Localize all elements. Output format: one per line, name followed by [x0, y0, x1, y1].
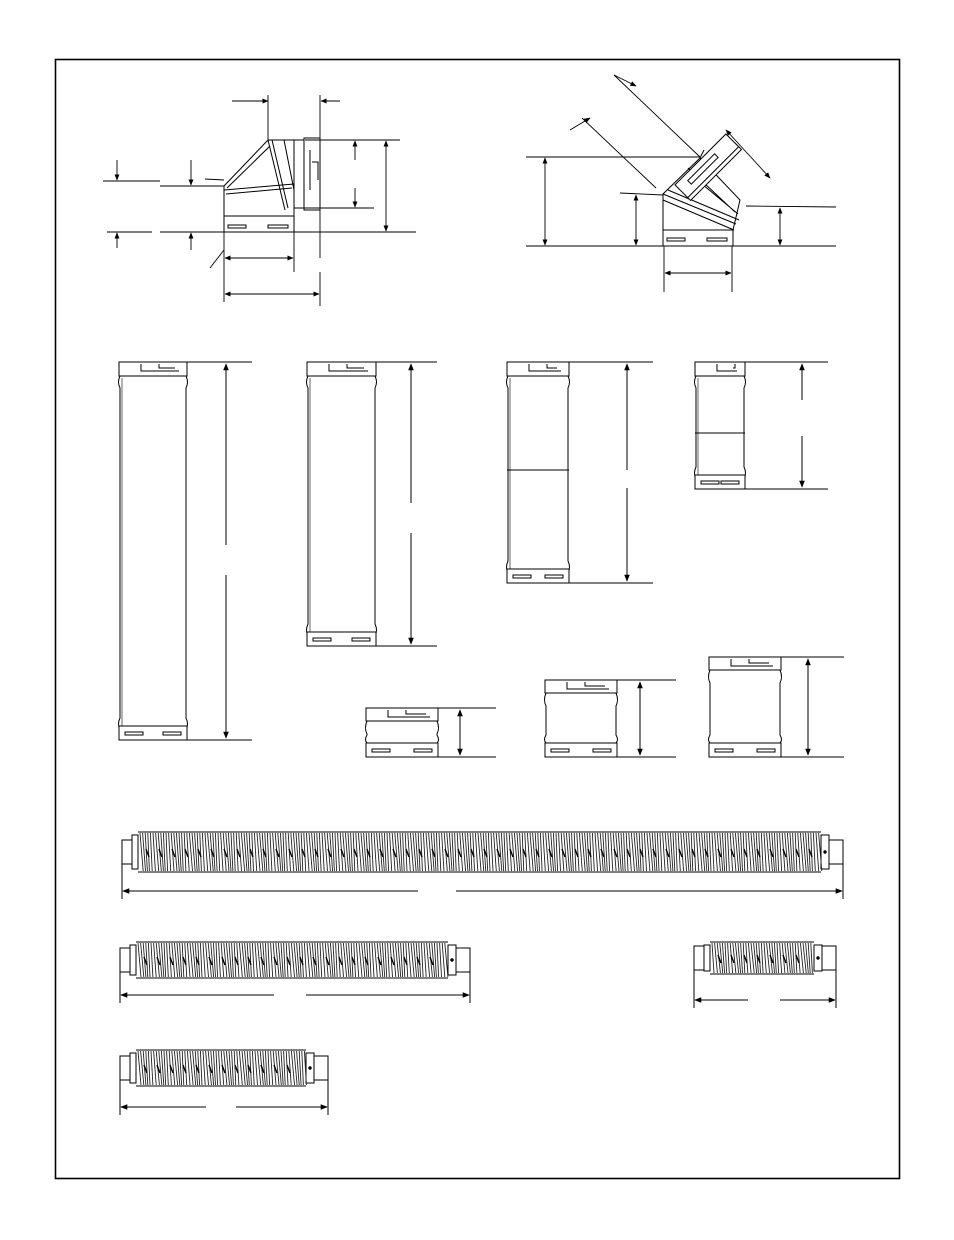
flex-shading: [144, 957, 433, 965]
section-slot: [757, 749, 775, 752]
section-slot: [414, 749, 432, 752]
flex-pipe-4: [120, 1050, 328, 1115]
elbow-90-dimensions: [103, 95, 416, 306]
short-sections: [366, 657, 845, 757]
straight-pipes: [119, 362, 829, 740]
section-top-collar: [709, 657, 781, 670]
elbow-90-gore-7: [284, 140, 294, 190]
pipe-slot: [313, 638, 331, 641]
pipe-top-collar: [695, 362, 745, 376]
elbow-90-gore-5: [268, 140, 285, 210]
pipe-right-wall: [186, 376, 188, 730]
elbow-45-figure: [663, 134, 741, 246]
flex-pipe-1: [122, 832, 843, 899]
pipe-slot: [352, 638, 370, 641]
pipe-slot: [545, 575, 563, 578]
flex-right-adapter: [456, 948, 470, 972]
pipe-top-collar: [507, 362, 569, 376]
section-slot: [593, 749, 611, 752]
section-slot: [372, 749, 390, 752]
elbow-90-outlet-collar: [294, 140, 304, 208]
pipe-slot: [721, 481, 739, 484]
short-section-3: [709, 657, 845, 757]
elbow-90-gore-2: [227, 146, 270, 188]
page-border: [56, 60, 900, 1179]
flex-left-ring: [132, 835, 138, 869]
short-section-2: [545, 680, 677, 757]
flex-right-adapter: [314, 1056, 328, 1080]
pipe-slot: [701, 481, 719, 484]
flex-left-ring: [130, 945, 136, 975]
pipe-top-collar: [307, 362, 376, 376]
section-slot: [551, 749, 569, 752]
section-top-collar: [366, 708, 438, 721]
pipe-slot: [163, 732, 181, 735]
pipe-left-wall: [119, 376, 121, 730]
flex-right-adapter: [829, 840, 843, 864]
pipe-left-wall: [507, 376, 509, 573]
pipe-left-wall: [307, 376, 309, 636]
pipe-slot: [513, 575, 531, 578]
elbow-90-slot-left: [228, 225, 246, 228]
flex-rivet: [824, 851, 826, 853]
short-section-1: [366, 708, 497, 757]
pipe-right-wall: [744, 376, 746, 479]
flex-corrugation: [138, 1051, 306, 1085]
flex-rivet: [451, 959, 453, 961]
section-right-wall: [437, 721, 439, 743]
flex-pipe-2: [120, 942, 470, 1003]
flex-rivet: [817, 957, 819, 959]
section-right-wall: [616, 693, 618, 743]
flex-pipe-3: [694, 942, 836, 1008]
elbow-90-figure: [224, 138, 320, 232]
elbow-90-slot-right: [268, 225, 288, 228]
section-right-wall: [780, 670, 782, 743]
elbow-90-bottom-collar: [224, 216, 294, 232]
section-left-wall: [545, 693, 547, 743]
pipe-left-wall: [695, 376, 697, 479]
flex-rivet: [309, 1067, 311, 1069]
pipe-right-wall: [375, 376, 377, 636]
straight-pipe-1: [119, 362, 253, 740]
section-left-wall: [709, 670, 711, 743]
flex-left-ring: [704, 945, 710, 971]
straight-pipe-3: [507, 362, 654, 583]
pipe-top-collar: [119, 362, 187, 376]
flex-pipes: [120, 832, 843, 1115]
flex-right-adapter: [822, 946, 836, 970]
flex-left-ring: [130, 1053, 136, 1083]
section-left-wall: [366, 721, 368, 743]
section-top-collar: [545, 680, 617, 693]
straight-pipe-2: [307, 362, 438, 646]
elbow-90-gore-1: [224, 140, 294, 186]
section-slot: [715, 749, 733, 752]
pipe-slot: [125, 732, 143, 735]
pipe-right-wall: [568, 376, 570, 573]
straight-pipe-4: [695, 362, 829, 489]
